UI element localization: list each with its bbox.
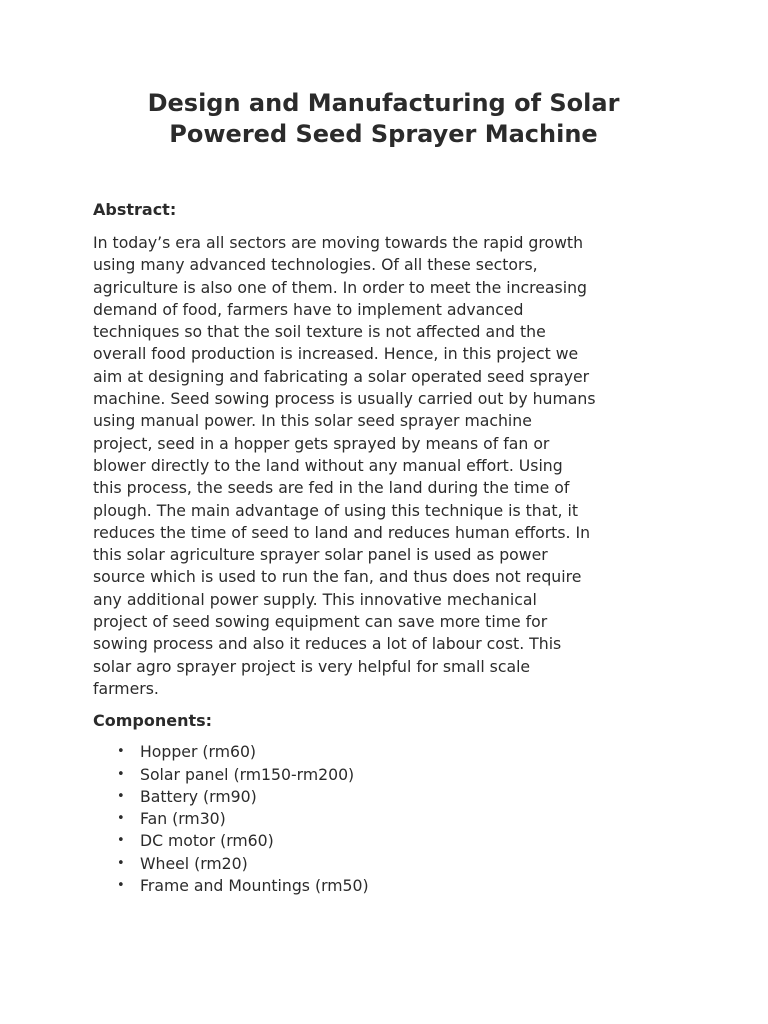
bullet-icon: • — [117, 855, 125, 871]
components-heading: Components: — [93, 711, 213, 731]
abstract-line: project, seed in a hopper gets sprayed by means of fan or — [93, 433, 550, 453]
document-title — [93, 0, 674, 150]
list-item — [93, 786, 674, 808]
abstract-line: solar agro sprayer project is very helpful for small scale — [93, 656, 531, 676]
list-item — [93, 808, 674, 830]
abstract-line: this process, the seeds are fed in the land during the time of — [93, 478, 570, 498]
abstract-line: techniques so that the soil texture is not affected and the — [93, 322, 546, 342]
abstract-line: source which is used to run the fan, and thus does not require — [93, 567, 582, 587]
abstract-line: using manual power. In this solar seed sprayer machine — [93, 411, 532, 431]
abstract-line: plough. The main advantage of using this technique is that, it — [93, 500, 578, 520]
components-list — [93, 741, 674, 897]
title-line: Design and Manufacturing of Solar — [147, 89, 620, 117]
abstract-line: In today’s era all sectors are moving towards the rapid growth — [93, 233, 584, 252]
abstract-line: any additional power supply. This innovative mechanical — [93, 589, 537, 609]
component-label: Solar panel (rm150-rm200) — [140, 764, 355, 784]
title-line: Powered Seed Sprayer Machine — [169, 120, 598, 148]
component-label: Wheel (rm20) — [140, 853, 248, 873]
list-item — [93, 764, 674, 786]
list-item — [93, 875, 674, 897]
component-label: Battery (rm90) — [140, 786, 257, 806]
abstract-line: this solar agriculture sprayer solar panel is used as power — [93, 545, 548, 565]
bullet-icon: • — [117, 766, 125, 782]
abstract-line: aim at designing and fabricating a solar operated seed sprayer — [93, 366, 590, 386]
component-label: Fan (rm30) — [140, 809, 226, 829]
component-label: Hopper (rm60) — [140, 742, 257, 762]
component-label: Frame and Mountings (rm50) — [140, 876, 369, 896]
abstract-line: farmers. — [93, 678, 159, 698]
list-item — [93, 741, 674, 763]
list-item — [93, 853, 674, 875]
abstract-line: overall food production is increased. Hence, in this project we — [93, 344, 579, 364]
abstract-line: sowing process and also it reduces a lot of labour cost. This — [93, 634, 562, 654]
bullet-icon: • — [117, 744, 125, 760]
abstract-line: reduces the time of seed to land and reduces human efforts. In — [93, 522, 591, 542]
bullet-icon: • — [117, 833, 125, 849]
abstract-line: blower directly to the land without any manual effort. Using — [93, 455, 563, 475]
abstract-line: machine. Seed sowing process is usually carried out by humans — [93, 389, 596, 409]
abstract-line: using many advanced technologies. Of all these sectors, — [93, 255, 538, 275]
abstract-paragraph — [93, 232, 674, 700]
list-item — [93, 830, 674, 852]
abstract-heading: Abstract: — [93, 200, 177, 219]
component-label: DC motor (rm60) — [140, 831, 274, 851]
bullet-icon: • — [117, 878, 125, 894]
bullet-icon: • — [117, 811, 125, 827]
bullet-icon: • — [117, 788, 125, 804]
abstract-line: agriculture is also one of them. In order to meet the increasing — [93, 277, 587, 297]
abstract-line: project of seed sowing equipment can save more time for — [93, 612, 548, 632]
abstract-line: demand of food, farmers have to implement advanced — [93, 299, 524, 319]
